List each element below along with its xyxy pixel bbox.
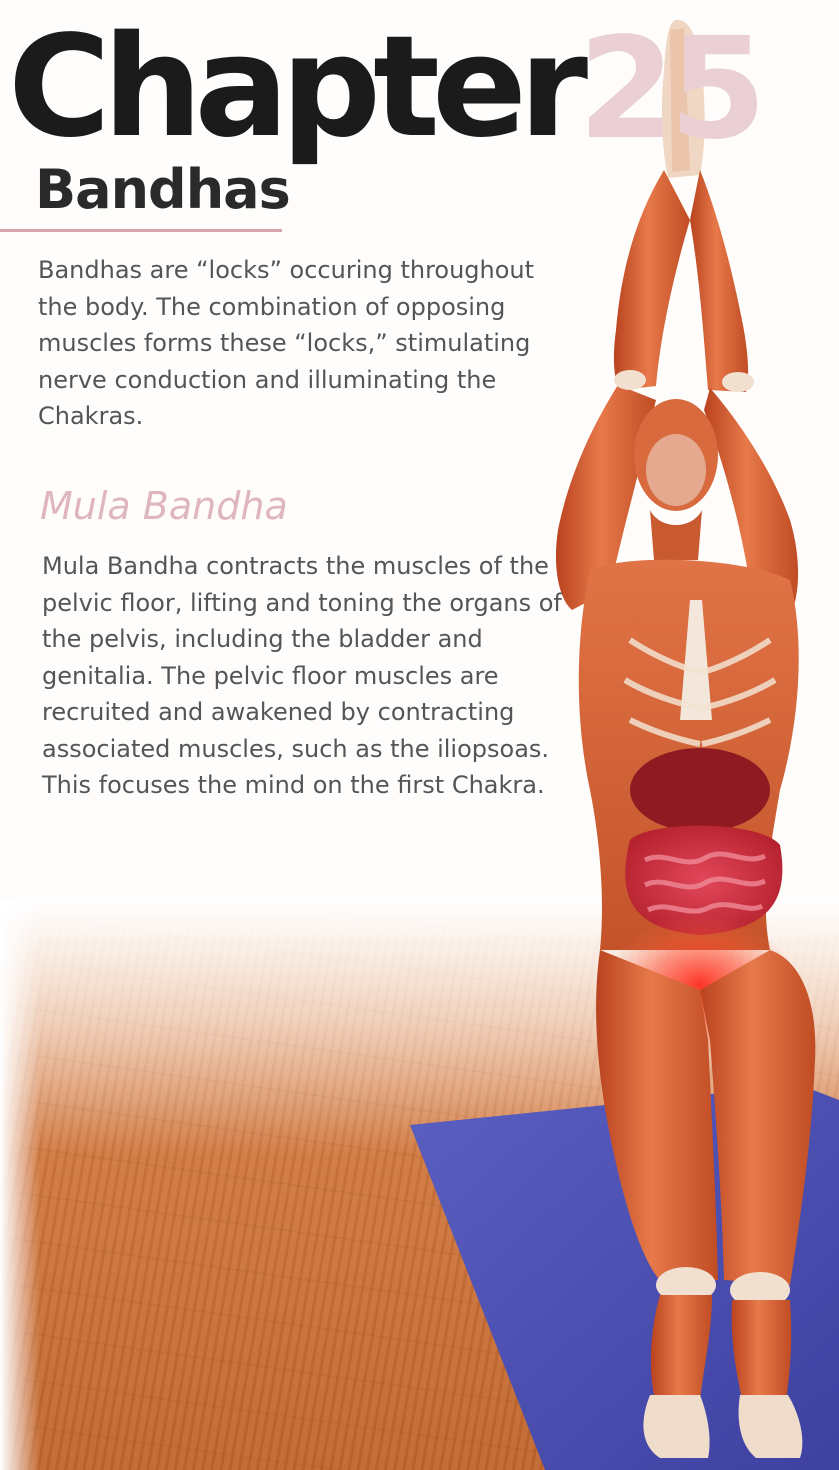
intro-paragraph: Bandhas are “locks” occuring throughout the body. The combination of opposing muscles forms these “locks,” stimulating nerve conduction and illuminating the Chakras. xyxy=(38,256,535,430)
head xyxy=(634,399,718,560)
chapter-number: 25 xyxy=(578,8,761,171)
title-underline xyxy=(0,229,282,232)
torso xyxy=(579,560,799,950)
chapter-subtitle: Bandhas xyxy=(35,158,290,221)
section-paragraph: Mula Bandha contracts the muscles of the pelvic floor, lifting and toning the organs of the pelvis, including the bladder and genitalia. The pelvic floor muscles are recruited and awakened by contracting associated muscles, such as the iliopsoas. This focuses the mind on the first Chakra. xyxy=(42,552,562,799)
legs xyxy=(596,950,815,1458)
section-heading: Mula Bandha xyxy=(40,484,288,528)
chapter-title: Chapter xyxy=(8,6,581,169)
